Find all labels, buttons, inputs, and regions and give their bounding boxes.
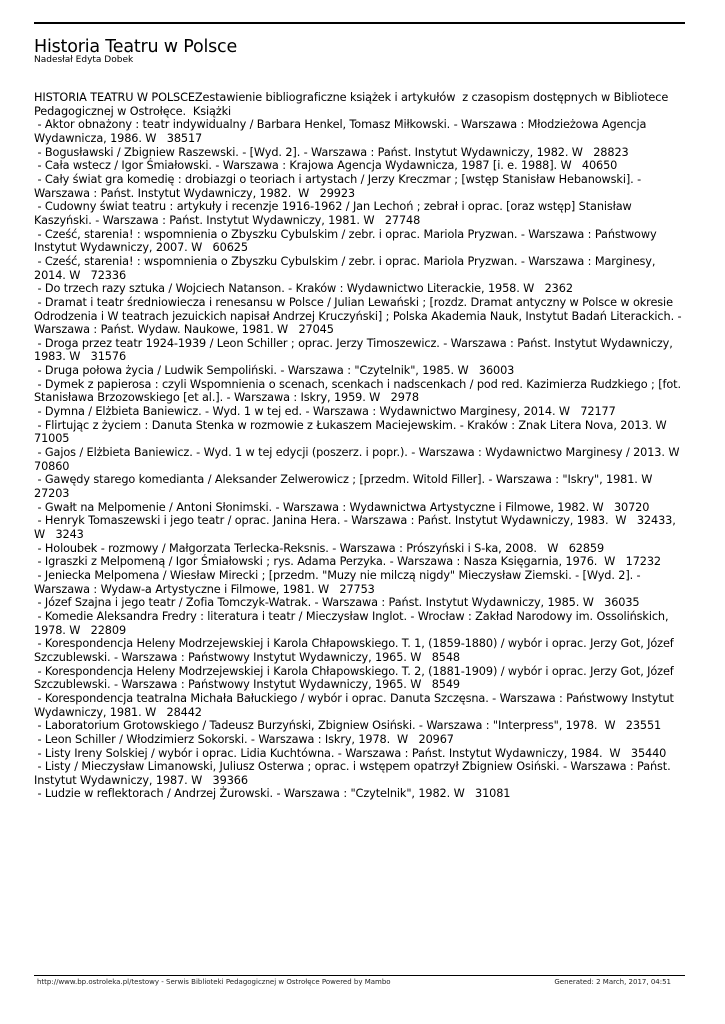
intro-paragraph: HISTORIA TEATRU W POLSCEZestawienie bibliograficzne książek i artykułów z czasopism dostępnych w Bibliotece Pedagogicznej w Ostrołęce. Książki xyxy=(34,91,672,118)
footer-source-link[interactable]: http://www.bp.ostroleka.pl/testowy - Serwis Biblioteki Pedagogicznej w Ostrołęce xyxy=(37,978,320,986)
bibliography-entry: - Cudowny świat teatru : artykuły i recenzje 1916-1962 / Jan Lechoń ; zebrał i oprac. [oraz wstęp] Stanisław Kaszyński. - Warszawa : Państ. Instytut Wydawniczy, 1981. W 27748 xyxy=(34,200,636,227)
bibliography-list xyxy=(34,118,689,801)
footer-source xyxy=(37,978,391,986)
bibliography-entry: - Druga połowa życia / Ludwik Sempoliński. - Warszawa : "Czytelnik", 1985. W 36003 xyxy=(34,364,515,378)
bibliography-entry: - Igraszki z Melpomeną / Igor Śmiałowski ; rys. Adama Perzyka. - Warszawa : Nasza Księgarnia, 1976. W 17232 xyxy=(34,555,661,569)
bibliography-entry: - Gwałt na Melpomenie / Antoni Słonimski. - Warszawa : Wydawnictwa Artystyczne i Filmowe, 1982. W 30720 xyxy=(34,500,650,514)
bibliography-entry: - Flirtując z życiem : Danuta Stenka w rozmowie z Łukaszem Maciejewskim. - Kraków : Znak Litera Nova, 2013. W 71005 xyxy=(34,418,677,446)
bibliography-entry: - Dramat i teatr średniowiecza i renesansu w Polsce / Julian Lewański ; [rozdz. Dramat antyczny w Polsce w okresie Odrodzenia i W teatrach jezuickich napisał Andrzej Kruczyński] ; Polska Akademia Nauk, Instytut Badań Literackich. - Warszawa : Państ. Wydaw. Naukowe, 1981. W 27045 xyxy=(34,295,685,337)
bibliography-entry: - Laboratorium Grotowskiego / Tadeusz Burzyński, Zbigniew Osiński. - Warszawa : "Interpress", 1978. W 23551 xyxy=(34,719,662,733)
bibliography-entry: - Korespondencja teatralna Michała Bałuckiego / wybór i oprac. Danuta Szczęsna. - Warszawa : Państwowy Instytut Wydawniczy, 1981. W 28442 xyxy=(34,691,678,719)
bibliography-entry: - Dymna / Elżbieta Baniewicz. - Wyd. 1 w tej ed. - Warszawa : Wydawnictwo Marginesy, 2014. W 72177 xyxy=(34,405,616,419)
bibliography-entry: - Aktor obnażony : teatr indywidualny / Barbara Henkel, Tomasz Miłkowski. - Warszawa : Młodzieżowa Agencja Wydawnicza, 1986. W 38517 xyxy=(34,118,650,145)
bibliography-entry: - Gajos / Elżbieta Baniewicz. - Wyd. 1 w tej edycji (poszerz. i popr.). - Warszawa : Wydawnictwo Marginesy / 2013. W 70860 xyxy=(34,446,690,473)
bibliography-entry: - Dymek z papierosa : czyli Wspomnienia o scenach, scenkach i nadscenkach / pod red. Kazimierza Rudzkiego ; [fot. Stanisława Brzozowskiego [et al.]. - Warszawa : Iskry, 1959. W 2978 xyxy=(34,377,685,405)
bibliography-entry: - Jeniecka Melpomena / Wiesław Mirecki ; [przedm. "Muzy nie milczą nigdy" Mieczysław Ziemski. - [Wyd. 2]. - Warszawa : Wydaw-a Artystyczne i Filmowe, 1981. W 27753 xyxy=(34,568,644,596)
bibliography-entry: - Cześć, starenia! : wspomnienia o Zbyszku Cybulskim / zebr. i oprac. Mariola Pryzwan. - Warszawa : Państwowy Instytut Wydawniczy, 2007. W 60625 xyxy=(34,227,661,255)
bibliography-entry: - Henryk Tomaszewski i jego teatr / oprac. Janina Hera. - Warszawa : Państ. Instytut Wydawniczy, 1983. W 32433, W 3243 xyxy=(34,514,680,541)
bibliography-entry: - Cały świat gra komedię : drobiazgi o teoriach i artystach / Jerzy Kreczmar ; [wstęp Stanisław Hebanowski]. - Warszawa : Państ. Instytut Wydawniczy, 1982. W 29923 xyxy=(34,172,645,200)
bibliography-entry: - Do trzech razy sztuka / Wojciech Natanson. - Kraków : Wydawnictwo Literackie, 1958. W 2362 xyxy=(34,282,573,296)
footer-generated: Generated: 2 March, 2017, 04:51 xyxy=(554,978,671,986)
bibliography-entry: - Gawędy starego komedianta / Aleksander Zelwerowicz ; [przedm. Witold Filler]. - Warszawa : "Iskry", 1981. W 27203 xyxy=(34,473,663,501)
bibliography-entry: - Korespondencja Heleny Modrzejewskiej i Karola Chłapowskiego. T. 2, (1881-1909) / wybór i oprac. Jerzy Got, Józef Szczublewski. - Warszawa : Państwowy Instytut Wydawniczy, 1965. W 8549 xyxy=(34,664,678,692)
bibliography-entry: - Listy / Mieczysław Limanowski, Juliusz Osterwa ; oprac. i wstępem opatrzył Zbigniew Osiński. - Warszawa : Państ. Instytut Wydawniczy, 1987. W 39366 xyxy=(34,760,675,787)
bibliography-entry: - Cała wstecz / Igor Śmiałowski. - Warszawa : Krajowa Agencja Wydawnicza, 1987 [i. e. 1988]. W 40650 xyxy=(34,159,618,173)
bibliography-entry: - Józef Szajna i jego teatr / Zofia Tomczyk-Watrak. - Warszawa : Państ. Instytut Wydawniczy, 1985. W 36035 xyxy=(34,596,640,610)
bibliography-entry: - Bogusławski / Zbigniew Raszewski. - [Wyd. 2]. - Warszawa : Państ. Instytut Wydawniczy, 1982. W 28823 xyxy=(34,145,629,159)
bibliography-entry: - Komedie Aleksandra Fredry : literatura i teatr / Mieczysław Inglot. - Wrocław : Zakład Narodowy im. Ossolińskich, 1978. W 22809 xyxy=(34,609,672,637)
bibliography-entry: - Cześć, starenia! : wspomnienia o Zbyszku Cybulskim / zebr. i oprac. Mariola Pryzwan. - Warszawa : Marginesy, 2014. W 72336 xyxy=(34,254,659,282)
footer-rule xyxy=(34,975,685,976)
bibliography-entry: - Ludzie w reflektorach / Andrzej Żurowski. - Warszawa : "Czytelnik", 1982. W 31081 xyxy=(34,787,511,801)
bibliography-entry: - Listy Ireny Solskiej / wybór i oprac. Lidia Kuchtówna. - Warszawa : Państ. Instytut Wydawniczy, 1984. W 35440 xyxy=(34,746,667,760)
document-body xyxy=(34,91,689,801)
bibliography-entry: - Korespondencja Heleny Modrzejewskiej i Karola Chłapowskiego. T. 1, (1859-1880) / wybór i oprac. Jerzy Got, Józef Szczublewski. - Warszawa : Państwowy Instytut Wydawniczy, 1965. W 8548 xyxy=(34,637,678,664)
document-title: Historia Teatru w Polsce xyxy=(34,37,238,57)
header-rule xyxy=(34,22,685,24)
bibliography-entry: - Droga przez teatr 1924-1939 / Leon Schiller ; oprac. Jerzy Timoszewicz. - Warszawa : Państ. Instytut Wydawniczy, 1983. W 31576 xyxy=(34,336,677,364)
author-line: Nadesłał Edyta Dobek xyxy=(34,55,134,65)
bibliography-entry: - Holoubek - rozmowy / Małgorzata Terlecka-Reksnis. - Warszawa : Prószyński i S-ka, 2008. W 62859 xyxy=(34,541,605,555)
footer-powered: Powered by Mambo xyxy=(321,978,391,986)
bibliography-entry: - Leon Schiller / Włodzimierz Sokorski. - Warszawa : Iskry, 1978. W 20967 xyxy=(34,732,454,746)
